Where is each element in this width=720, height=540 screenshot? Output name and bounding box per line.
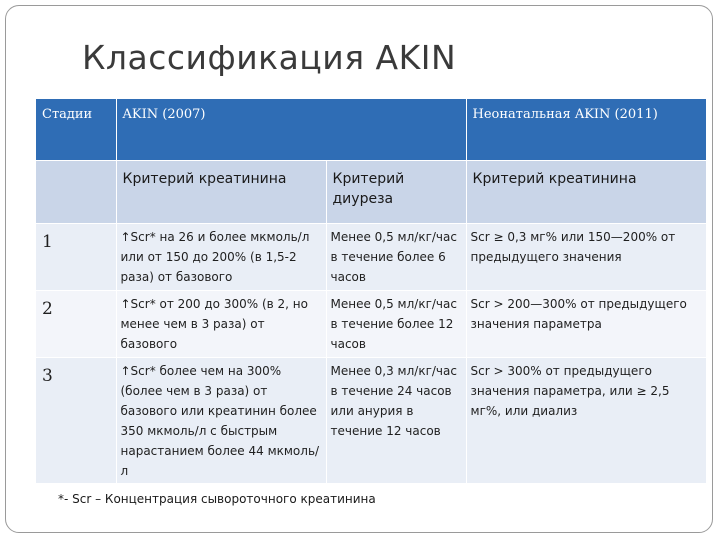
table-row: [36, 358, 706, 484]
subheader-diuresis: [326, 161, 466, 224]
diuresis-criterion: Менее 0,3 мл/кг/час в течение 24 часов или анурия в течение 12 часов: [330, 364, 457, 438]
akin-classification-table: [36, 99, 707, 483]
creatinine-criterion: ↑Scr* от 200 до 300% (в 2, но менее чем в 3 раза) от базового: [120, 297, 308, 351]
subheader-creatinine-2007: [116, 161, 326, 224]
neonatal-cell: [466, 291, 706, 358]
creatinine-criterion: ↑Scr* на 26 и более мкмоль/л или от 150 до 200% (в 1,5-2 раза) от базового: [120, 230, 310, 284]
creatinine-cell: [116, 224, 326, 291]
stage-number: 3: [42, 366, 53, 386]
header-akin-2007: [116, 99, 466, 161]
subheader-creatinine-2011-label: Критерий креатинина: [472, 171, 637, 187]
table-subheader-row: [36, 161, 706, 224]
diuresis-criterion: Менее 0,5 мл/кг/час в течение более 6 часов: [330, 230, 457, 284]
stage-number: 1: [42, 232, 53, 252]
header-neonatal-akin: [466, 99, 706, 161]
table-header-row: [36, 99, 706, 161]
diuresis-cell: [326, 291, 466, 358]
subheader-empty-cell: [36, 161, 116, 224]
neonatal-cell: [466, 358, 706, 484]
diuresis-cell: [326, 224, 466, 291]
stage-cell: [36, 358, 116, 484]
subheader-creatinine-2007-label: Критерий креатинина: [122, 171, 287, 187]
stage-cell: [36, 224, 116, 291]
table-row: [36, 224, 706, 291]
stage-cell: [36, 291, 116, 358]
diuresis-criterion: Менее 0,5 мл/кг/час в течение более 12 часов: [330, 297, 457, 351]
table-row: [36, 291, 706, 358]
diuresis-cell: [326, 358, 466, 484]
creatinine-cell: [116, 358, 326, 484]
header-neonatal-label: Неонатальная AKIN (2011): [472, 107, 658, 122]
neonatal-cell: [466, 224, 706, 291]
header-stages-label: Стадии: [42, 107, 93, 122]
neonatal-criterion: Scr > 200—300% от предыдущего значения параметра: [470, 297, 687, 331]
creatinine-cell: [116, 291, 326, 358]
page-title: Классификация AKIN: [82, 38, 457, 77]
stage-number: 2: [42, 299, 53, 319]
subheader-diuresis-label: Критерий диуреза: [332, 171, 405, 207]
neonatal-criterion: Scr > 300% от предыдущего значения параметра, или ≥ 2,5 мг%, или диализ: [470, 364, 670, 418]
footnote: *- Scr – Концентрация сывороточного креатинина: [58, 492, 376, 506]
header-stages: [36, 99, 116, 161]
header-akin-2007-label: AKIN (2007): [122, 107, 206, 122]
subheader-creatinine-2011: [466, 161, 706, 224]
neonatal-criterion: Scr ≥ 0,3 мг% или 150—200% от предыдущего значения: [470, 230, 676, 264]
creatinine-criterion: ↑Scr* более чем на 300% (более чем в 3 раза) от базового или креатинин более 350 мкмоль/л с быстрым нарастанием более 44 мкмоль/л: [120, 364, 320, 478]
